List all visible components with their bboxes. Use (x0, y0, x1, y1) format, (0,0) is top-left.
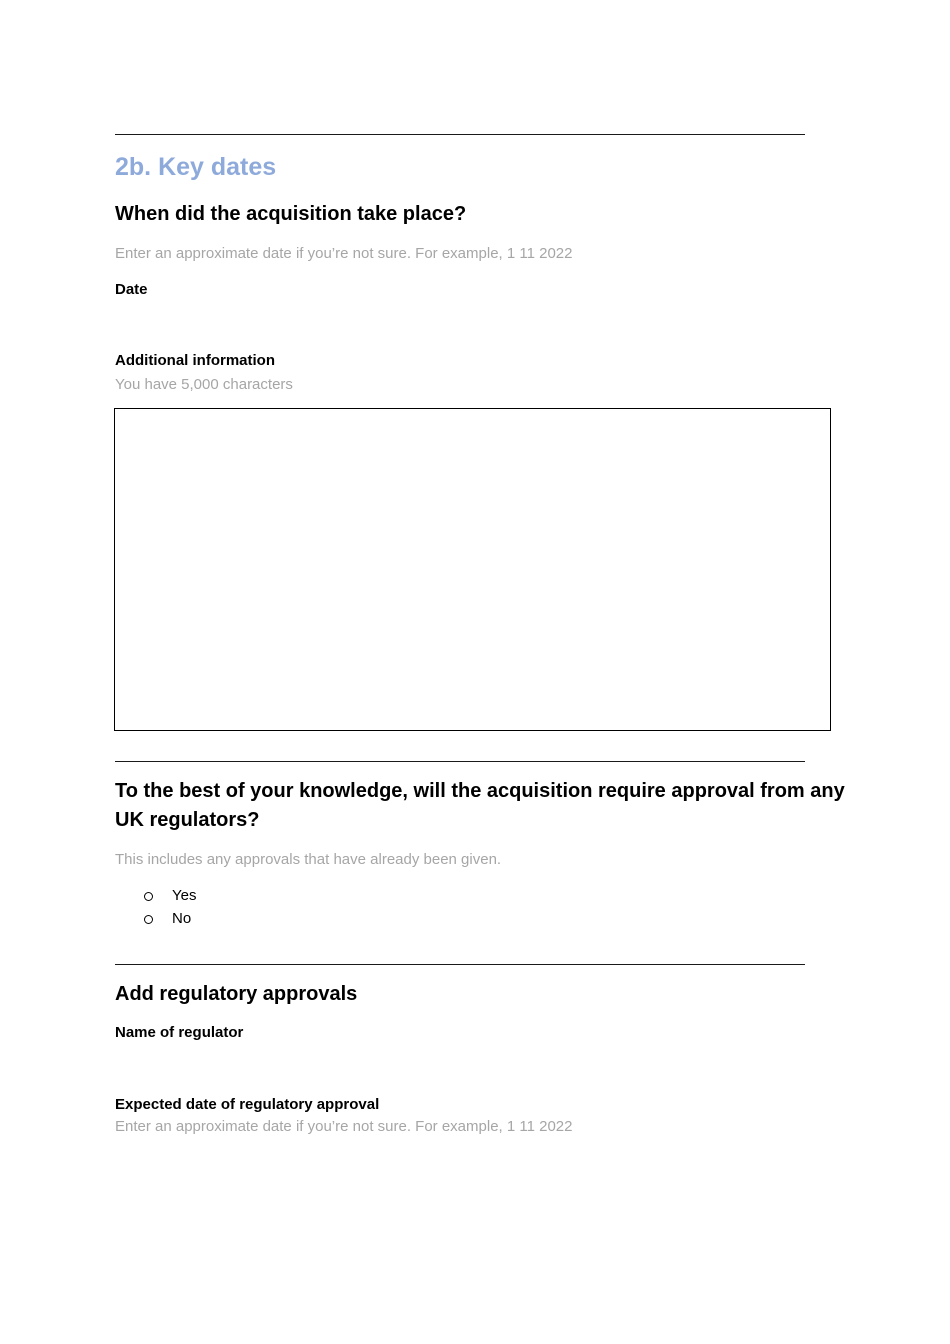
radio-circle-icon[interactable] (144, 892, 153, 901)
additional-info-textarea[interactable] (114, 408, 831, 731)
acquisition-date-hint: Enter an approximate date if you’re not sure. For example, 1 11 2022 (115, 245, 573, 262)
regulator-name-label: Name of regulator (115, 1024, 244, 1041)
add-approvals-heading: Add regulatory approvals (115, 983, 358, 1005)
section-divider-middle (115, 761, 805, 762)
radio-circle-icon[interactable] (144, 915, 153, 924)
radio-option-label: No (172, 910, 192, 927)
additional-info-hint: You have 5,000 characters (115, 376, 293, 393)
expected-date-hint: Enter an approximate date if you’re not sure. For example, 1 11 2022 (115, 1118, 573, 1135)
additional-info-label: Additional information (115, 352, 275, 369)
radio-option-no[interactable] (144, 910, 191, 927)
expected-date-label: Expected date of regulatory approval (115, 1096, 380, 1113)
radio-option-label: Yes (172, 887, 197, 904)
acquisition-date-question: When did the acquisition take place? (115, 203, 467, 225)
date-field-label: Date (115, 281, 148, 298)
section-heading: 2b. Key dates (115, 153, 277, 181)
regulator-approval-question: To the best of your knowledge, will the acquisition require approval from any UK regulators? (115, 780, 845, 831)
section-divider-top (115, 134, 805, 135)
regulator-approval-hint: This includes any approvals that have already been given. (115, 851, 502, 868)
radio-option-yes[interactable] (144, 887, 196, 904)
section-divider-bottom (115, 964, 805, 965)
